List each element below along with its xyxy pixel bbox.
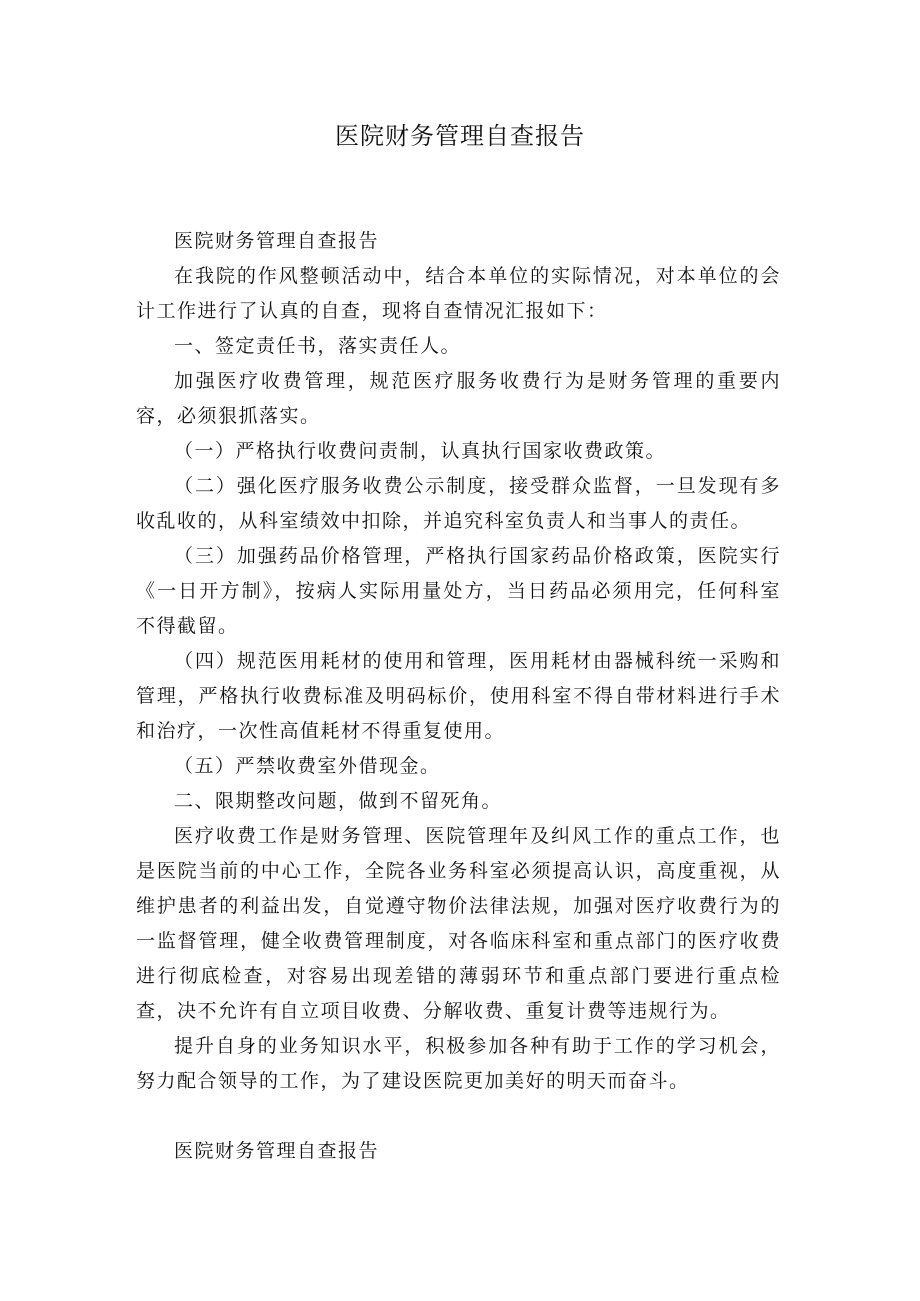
document-title: 医院财务管理自查报告	[335, 122, 585, 150]
section-heading-1: 一、签定责任书，落实责任人。	[174, 335, 462, 357]
paragraph-section-2-body: 医疗收费工作是财务管理、医院管理年及纠风工作的重点工作，也是医院当前的中心工作，全院各业务科室必须提高认识，高度重视，从维护患者的利益出发，自觉遵守物价法律法规，加强对医疗收费行为的一监督管理，健全收费管理制度，对各临床科室和重点部门的医疗收费进行彻底检查，对容易出现差错的薄弱环节和重点部门要进行重点检查，决不允许有自立项目收费、分解收费、重复计费等违规行为。	[136, 825, 781, 1022]
paragraph-section-1-intro: 加强医疗收费管理，规范医疗服务收费行为是财务管理的重要内容，必须狠抓落实。	[136, 370, 781, 427]
paragraph-intro: 在我院的作风整顿活动中，结合本单位的实际情况，对本单位的会计工作进行了认真的自查，现将自查情况汇报如下：	[136, 265, 781, 322]
list-item-1: （一）严格执行收费问责制，认真执行国家收费政策。	[174, 440, 667, 462]
document-body	[136, 224, 781, 1169]
paragraph-closing: 提升自身的业务知识水平，积极参加各种有助于工作的学习机会，努力配合领导的工作，为了建设医院更加美好的明天而奋斗。	[136, 1035, 781, 1092]
paragraph-heading-repeat-footer: 医院财务管理自查报告	[174, 1140, 380, 1162]
list-item-2: （二）强化医疗服务收费公示制度，接受群众监督，一旦发现有多收乱收的，从科室绩效中扣除，并追究科室负责人和当事人的责任。	[136, 475, 781, 532]
list-item-5: （五）严禁收费室外借现金。	[174, 755, 441, 777]
paragraph-heading-repeat: 医院财务管理自查报告	[174, 230, 380, 252]
list-item-3: （三）加强药品价格管理，严格执行国家药品价格政策，医院实行《一日开方制》，按病人实际用量处方，当日药品必须用完，任何科室不得截留。	[136, 545, 781, 637]
list-item-4: （四）规范医用耗材的使用和管理，医用耗材由器械科统一采购和管理，严格执行收费标准及明码标价，使用科室不得自带材料进行手术和治疗，一次性高值耗材不得重复使用。	[136, 650, 781, 742]
section-heading-2: 二、限期整改问题，做到不留死角。	[174, 790, 503, 812]
